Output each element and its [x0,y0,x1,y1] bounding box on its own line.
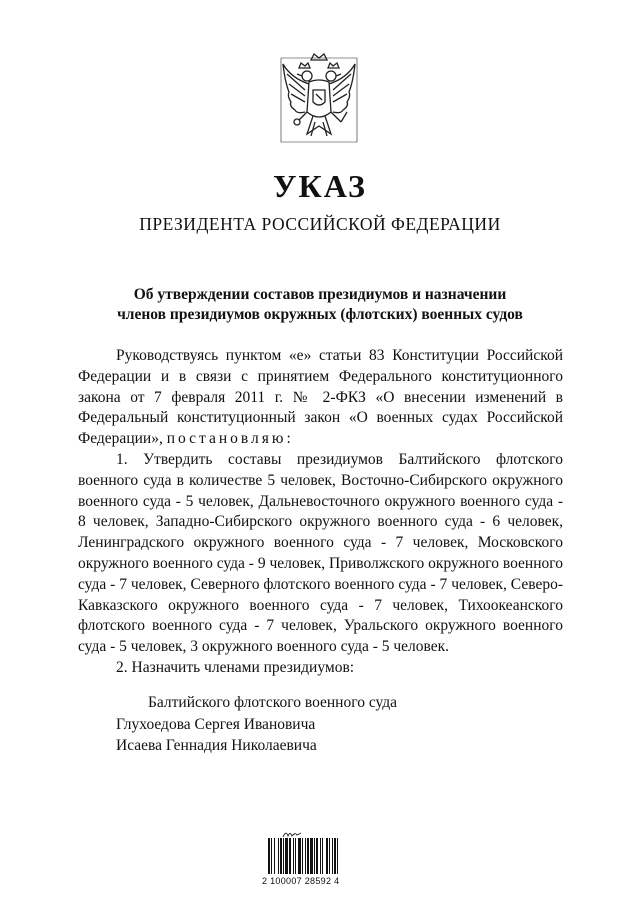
intro-paragraph [78,346,563,450]
decree-heading [80,285,560,325]
appointments-block [78,692,563,757]
document-subtitle: ПРЕЗИДЕНТА РОССИЙСКОЙ ФЕДЕРАЦИИ [139,214,501,234]
intro-text: Руководствуясь пунктом «е» статьи 83 Конституции Российской Федерации и в связи с принятием Федерального конституционного закона от 7 февраля 2011 г. № 2-ФКЗ «О внесении изменений в Федеральный конституционный закон «О военных судах Российской Федерации», [78,347,563,448]
document-title: УКАЗ [273,168,367,204]
decree-word: постановляю: [166,430,294,448]
decree-heading-line2: членов президиумов окружных (флотских) военных судов [117,306,523,323]
court-name: Балтийского флотского военного суда [148,694,398,711]
decree-heading-line1: Об утверждении составов президиумов и назначении [133,286,507,303]
barcode-number: 2 100007 28592 4 [262,876,340,886]
decree-body [78,346,563,679]
item-2-paragraph: 2. Назначить членами президиумов: [116,658,355,676]
member-name: Глухоедова Сергея Ивановича [116,715,316,733]
member-name: Исаева Геннадия Николаевича [116,737,317,754]
item-1-paragraph: 1. Утвердить составы президиумов Балтийского флотского военного суда в количестве 5 человек, Восточно-Сибирского окружного военного суда - 5 человек, Дальневосточного окружного военного суда - 8 человек, Западно-Сибирского окружного военного суда - 6 человек, Ленинградского окружного военного суда - 7 человек, Московского окружного военного суда - 9 человек, Приволжского окружного военного суда - 7 человек, Северного флотского военного суда - 7 человек, Северо-Кавказского окружного военного суда - 7 человек, Тихоокеанского флотского военного суда - 7 человек, Уральского окружного военного суда - 5 человек, 3 окружного военного суда - 5 человек. [78,450,563,656]
russian-coat-of-arms-icon [277,52,361,148]
barcode-icon [268,838,372,874]
